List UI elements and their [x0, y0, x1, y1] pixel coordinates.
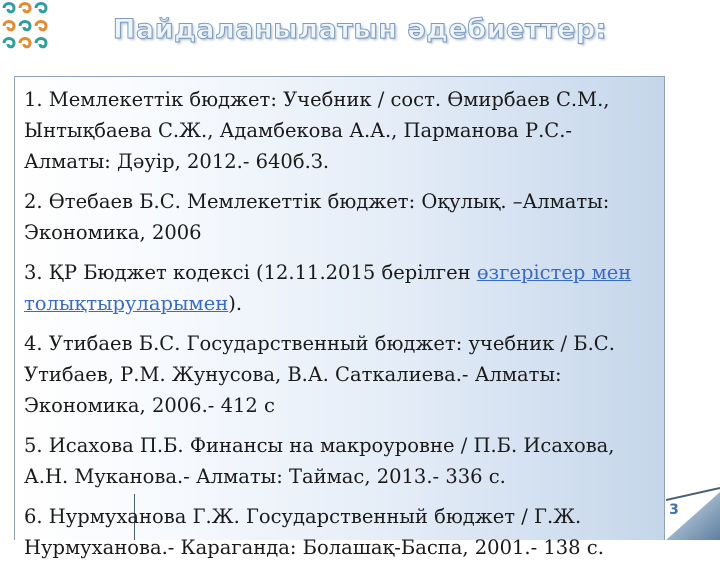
reference-link[interactable]: өзгерістер мен толықтыруларымен: [24, 261, 632, 315]
reference-item-3-text: 3. ҚР Бюджет кодексі (12.11.2015 берілген: [24, 261, 477, 284]
reference-item-3: [24, 257, 660, 319]
page-title: Пайдаланылатын әдебиеттер:: [112, 14, 608, 45]
reference-item-1: 1. Мемлекеттік бюджет: Учебник / сост. Өмирбаев С.М., Ынтықбаева С.Ж., Адамбекова А.А., Парманова Р.С.- Алматы: Дәуір, 2012.- 640б.З.: [24, 88, 610, 173]
reference-item-4: 4. Утибаев Б.С. Государственный бюджет: учебник / Б.С. Утибаев, Р.М. Жунусова, В.А. Саткалиева.- Алматы: Экономика, 2006.- 412 с: [24, 332, 615, 417]
page-number: 3: [669, 502, 679, 518]
reference-item-2: 2. Өтебаев Б.С. Мемлекеттік бюджет: Оқулық. –Алматы: Экономика, 2006: [24, 190, 610, 244]
reference-item-6: 6. Нурмуханова Г.Ж. Государственный бюджет / Г.Ж. Нурмуханова.- Караганда: Болашақ-Баспа, 2001.- 138 с.: [24, 505, 604, 559]
reference-item-3-end: ).: [228, 292, 243, 315]
reference-list: [24, 84, 660, 572]
reference-item-5: 5. Исахова П.Б. Финансы на макроуровне / П.Б. Исахова, А.Н. Муканова.- Алматы: Таймас, 2013.- 336 с.: [24, 434, 615, 488]
